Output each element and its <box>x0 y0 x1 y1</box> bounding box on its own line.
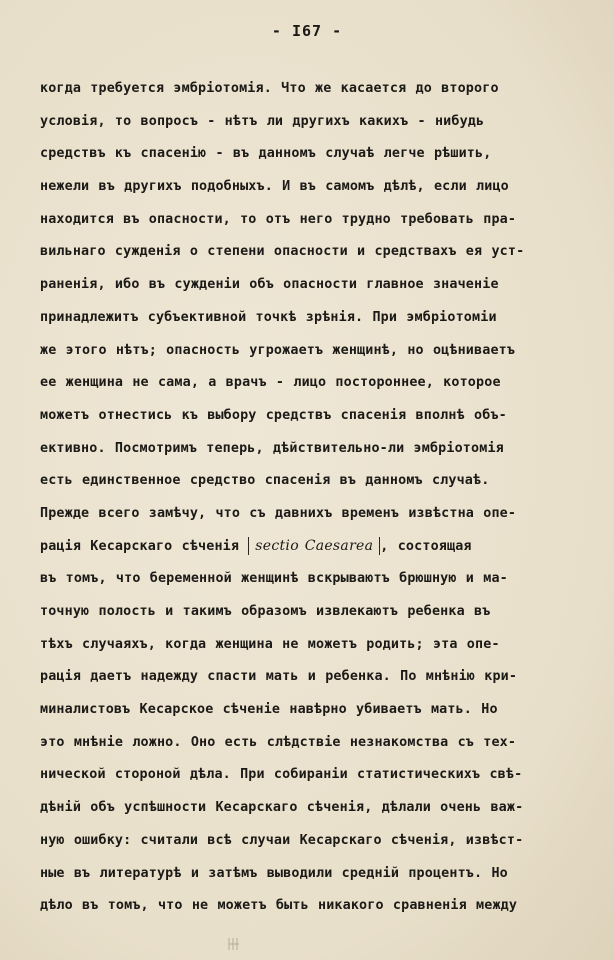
text-line: условiя, то вопросъ - нѣтъ ли другихъ какихъ - нибудь <box>40 113 485 129</box>
text-line: есть единственное средство спасенiя въ данномъ случаѣ. <box>40 473 490 489</box>
faint-stamp-mark <box>227 936 241 952</box>
text-line: Прежде всего замѣчу, что съ давнихъ временъ извѣстна опе- <box>40 505 517 521</box>
body-text <box>40 79 600 929</box>
text-line-with-latin <box>40 537 600 570</box>
handwritten-latin-term: sectio Caesarea <box>248 537 380 555</box>
text-line: ную ошибку: считали всѣ случаи Кесарскаго сѣченiя, извѣст- <box>40 832 524 848</box>
text-line: дѣло въ томъ, что не можетъ быть никакого сравненiя между <box>40 898 518 914</box>
page-number: - I67 - <box>271 22 343 40</box>
text-line: точную полость и такимъ образомъ извлекаютъ ребенка въ <box>40 604 491 619</box>
text-line: рацiя даетъ надежду спасти мать и ребенка. По мнѣнiю кри- <box>40 669 518 685</box>
text-line: же этого нѣтъ; опасность угрожаетъ женщинѣ, но оцѣниваетъ <box>40 342 516 358</box>
text-line: миналистовъ Кесарское сѣченiе навѣрно убиваетъ мать. Но <box>40 702 498 718</box>
text-line: вильнаго сужденiя о степени опасности и средствахъ ея уст- <box>40 244 525 260</box>
text-line: тѣхъ случаяхъ, когда женщина не можетъ родить; эта опе- <box>40 636 500 652</box>
text-line: ективно. Посмотримъ теперь, дѣйствительно-ли эмбрiотомiя <box>40 440 504 456</box>
text-segment: рацiя Кесарскаго сѣченiя <box>40 538 249 554</box>
text-line: принадлежитъ субъективной точкѣ зрѣнiя. При эмбрiотомiи <box>40 309 497 325</box>
text-line: въ томъ, что беременной женщинѣ вскрываютъ брюшную и ма- <box>40 571 508 587</box>
text-line: находится въ опасности, то отъ него трудно требовать пра- <box>40 211 517 227</box>
text-line: ее женщина не сама, а врачъ - лицо постороннее, которое <box>40 375 501 391</box>
text-line: это мнѣнiе ложно. Оно есть слѣдствiе незнакомства съ тех- <box>40 734 517 750</box>
text-line: средствъ къ спасенiю - въ данномъ случаѣ легче рѣшить, <box>40 146 492 162</box>
text-segment: , состоящая <box>380 538 472 554</box>
text-line: можетъ отнестись къ выбору средствъ спасенiя вполнѣ объ- <box>40 407 507 423</box>
text-line: когда требуется эмбрiотомiя. Что же касается до второго <box>40 81 499 96</box>
text-line: раненiя, ибо въ сужденiи объ опасности главное значенiе <box>40 277 499 293</box>
text-line: нической стороной дѣла. При собиранiи статистическихъ свѣ- <box>40 767 523 783</box>
text-line: дѣнiй объ успѣшности Кесарскаго сѣченiя, дѣлали очень важ- <box>40 800 524 816</box>
text-line: ные въ литературѣ и затѣмъ выводили среднiй процентъ. Но <box>40 865 508 881</box>
text-line: нежели въ другихъ подобныхъ. И въ самомъ дѣлѣ, если лицо <box>40 179 509 195</box>
